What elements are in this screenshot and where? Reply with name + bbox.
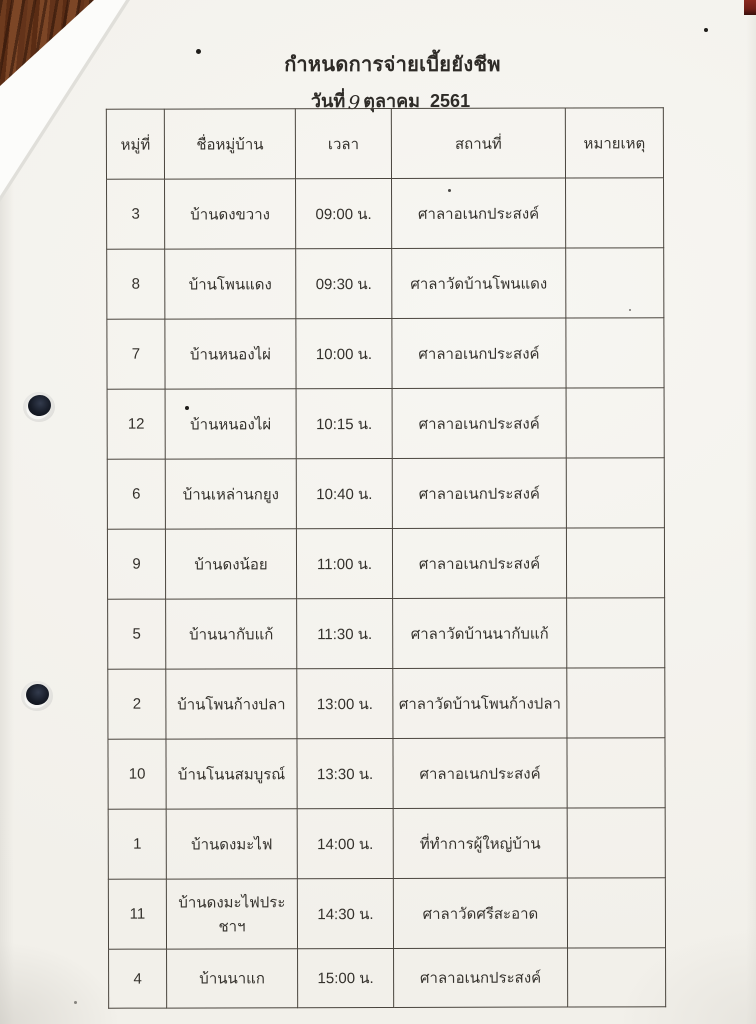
cell-time: 09:30 น. (296, 248, 392, 318)
schedule-table-body (107, 178, 666, 1008)
cell-village: บ้านนาแก (167, 949, 298, 1008)
header-village: ชื่อหมู่บ้าน (164, 109, 295, 179)
cell-note (566, 318, 664, 388)
document-header (107, 48, 664, 115)
cell-village: บ้านโนนสมบูรณ์ (166, 739, 297, 809)
cell-time: 10:00 น. (296, 318, 392, 388)
table-row (108, 668, 665, 739)
cell-time: 14:00 น. (297, 808, 393, 878)
cell-moo: 7 (107, 319, 165, 389)
cell-note (568, 948, 666, 1007)
header-place: สถานที่ (391, 108, 565, 178)
scan-corner-mark (744, 0, 756, 15)
cell-time: 10:15 น. (296, 388, 392, 458)
table-row (108, 808, 665, 879)
cell-time: 15:00 น. (298, 948, 394, 1007)
cell-note (567, 808, 665, 878)
table-row (107, 458, 664, 529)
cell-place: ศาลาอเนกประสงค์ (393, 738, 567, 808)
cell-place: ศาลาวัดบ้านโพนก้างปลา (393, 668, 567, 738)
cell-moo: 5 (108, 599, 166, 669)
cell-village: บ้านโพนแดง (165, 249, 296, 319)
cell-note (566, 178, 664, 248)
punch-hole-bottom (21, 681, 53, 711)
table-row (107, 388, 664, 459)
cell-place: ศาลาวัดบ้านนากับแก้ (393, 598, 567, 668)
cell-note (567, 668, 665, 738)
cell-note (566, 458, 664, 528)
punch-hole-top (23, 392, 55, 422)
cell-place: ศาลาอเนกประสงค์ (392, 458, 566, 528)
cell-village: บ้านนากับแก้ (166, 599, 297, 669)
cell-village: บ้านโพนก้างปลา (166, 669, 297, 739)
cell-place: ศาลาวัดศรีสะอาด (393, 878, 567, 948)
cell-moo: 3 (107, 179, 165, 249)
header-note: หมายเหตุ (565, 108, 663, 178)
date-day-handwritten: 9 (347, 91, 362, 115)
cell-village: บ้านดงมะไฟประชาฯ (166, 879, 297, 949)
cell-note (567, 738, 665, 808)
table-row (108, 738, 665, 809)
cell-moo: 12 (107, 389, 165, 459)
cell-moo: 10 (108, 739, 166, 809)
header-time: เวลา (295, 108, 391, 178)
table-row (107, 528, 664, 599)
cell-moo: 4 (109, 949, 167, 1008)
cell-place: ที่ทำการผู้ใหญ่บ้าน (393, 808, 567, 878)
cell-village: บ้านดงขวาง (165, 179, 296, 249)
table-row (107, 318, 664, 389)
cell-time: 09:00 น. (296, 178, 392, 248)
scan-speck (74, 1001, 77, 1004)
punch-hole-dark-center (27, 394, 53, 418)
cell-time: 11:00 น. (296, 528, 392, 598)
scan-speck (704, 28, 708, 32)
cell-village: บ้านเหล่านกยูง (165, 459, 296, 529)
cell-moo: 6 (107, 459, 165, 529)
table-row (108, 878, 665, 949)
cell-time: 11:30 น. (297, 598, 393, 668)
cell-moo: 9 (107, 529, 165, 599)
cell-note (567, 878, 665, 948)
cell-moo: 8 (107, 249, 165, 319)
cell-place: ศาลาอเนกประสงค์ (392, 388, 566, 458)
cell-place: ศาลาอเนกประสงค์ (394, 948, 568, 1007)
cell-note (566, 388, 664, 458)
date-suffix: ตุลาคม 2561 (363, 91, 471, 111)
cell-moo: 1 (108, 809, 166, 879)
cell-note (566, 528, 664, 598)
cell-place: ศาลาวัดบ้านโพนแดง (392, 248, 566, 318)
date-prefix: วันที่ (310, 91, 346, 111)
cell-moo: 2 (108, 669, 166, 739)
table-row (107, 248, 664, 319)
cell-note (567, 598, 665, 668)
cell-time: 10:40 น. (296, 458, 392, 528)
cell-village: บ้านดงน้อย (165, 529, 296, 599)
cell-time: 13:00 น. (297, 668, 393, 738)
cell-place: ศาลาอเนกประสงค์ (392, 528, 566, 598)
punch-hole-dark-center (25, 683, 51, 707)
schedule-table-header (106, 108, 663, 179)
cell-moo: 11 (108, 879, 166, 949)
table-row (109, 948, 666, 1008)
header-moo: หมู่ที่ (106, 109, 164, 179)
header-row (106, 108, 663, 179)
cell-place: ศาลาอเนกประสงค์ (392, 318, 566, 388)
cell-note (566, 248, 664, 318)
table-row (107, 178, 664, 249)
cell-time: 14:30 น. (297, 878, 393, 948)
document-title: กำหนดการจ่ายเบี้ยยังชีพ (284, 54, 501, 76)
cell-village: บ้านดงมะไฟ (166, 809, 297, 879)
cell-village: บ้านหนองไผ่ (165, 389, 296, 459)
cell-place: ศาลาอเนกประสงค์ (392, 178, 566, 248)
table-row (108, 598, 665, 669)
schedule-table (106, 107, 666, 1008)
cell-time: 13:30 น. (297, 738, 393, 808)
cell-village: บ้านหนองไผ่ (165, 319, 296, 389)
